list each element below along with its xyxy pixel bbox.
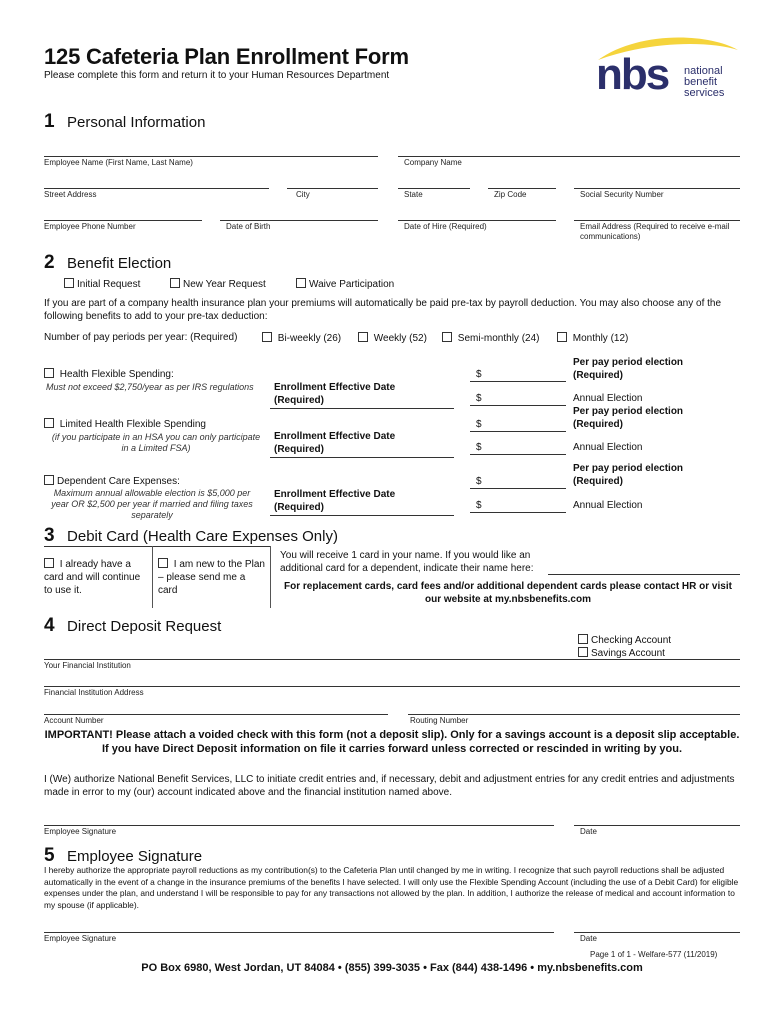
dcfsa-annual-dollar: $ (476, 500, 482, 511)
institution-address-field[interactable] (44, 686, 740, 687)
section-number: 1 (44, 111, 55, 132)
employee-name-label: Employee Name (First Name, Last Name) (44, 158, 193, 167)
dcfsa-annual-field[interactable] (470, 512, 566, 513)
important-notice: IMPORTANT! Please attach a voided check with this form (not a deposit slip). Only for a savings account is a deposit slip acceptable. If you have Direct Deposit information on file it carries forward unless corrected or rescinded in writing by you. (44, 729, 740, 755)
lfsa-effective-date-label: Enrollment Effective Date (Required) (274, 431, 396, 455)
checkbox-icon[interactable] (158, 558, 168, 568)
authorization-statement: I hereby authorize the appropriate payroll reductions as my contribution(s) to the Cafeteria Plan until changed by me in writing. I recognize that such payroll reductions shall be adjusted automatically in the event of a change in the insurance premiums of the benefits I have selected. I will only use the Flexible Spending Account (including the use of a Debit Card) for eligible expenses under the plan, and understand I will be responsible to pay for any transactions not allowed by the plan. In addition, I authorize the release of medical and account information to my spouse (if applicable). (44, 865, 739, 910)
hfsa-annual-dollar: $ (476, 393, 482, 404)
email-field[interactable] (574, 220, 740, 221)
hfsa-per-pay-field[interactable] (470, 381, 566, 382)
checking-account-option[interactable] (578, 634, 671, 646)
waive-participation-option[interactable] (296, 278, 394, 290)
city-label: City (296, 190, 310, 199)
zip-label: Zip Code (494, 190, 527, 199)
benefit-intro: If you are part of a company health insurance plan your premiums will automatically be paid pre-tax by payroll deduction. You may also choose any of the following benefits to add to your pre-tax deduction: (44, 298, 722, 322)
checkbox-icon[interactable] (44, 475, 54, 485)
section-number: 3 (44, 525, 55, 546)
section-number: 2 (44, 252, 55, 273)
period-monthly-option[interactable] (557, 332, 628, 344)
hfsa-note: Must not exceed $2,750/year as per IRS regulations (46, 382, 254, 392)
section-title: Employee Signature (67, 848, 203, 865)
dcfsa-note: Maximum annual allowable election is $5,000 per year OR $2,500 per year if married and filing taxes separately (51, 488, 253, 520)
dd-signature-label: Employee Signature (44, 827, 117, 836)
ssn-label: Social Security Number (580, 190, 664, 199)
section-title: Personal Information (67, 114, 206, 131)
hfsa-label: Health Flexible Spending: (59, 369, 174, 380)
checkbox-icon[interactable] (64, 278, 74, 288)
logo-line3: services (684, 87, 725, 99)
zip-field[interactable] (488, 188, 556, 189)
phone-field[interactable] (44, 220, 202, 221)
section-number: 4 (44, 615, 55, 636)
section-3-divider (152, 546, 153, 608)
footer-contact: PO Box 6980, West Jordan, UT 84084 • (855) 399-3035 • Fax (844) 438-1496 • my.nbsbenefits.com (141, 962, 643, 974)
checking-account-label: Checking Account (591, 635, 672, 646)
lfsa-annual-field[interactable] (470, 454, 566, 455)
state-label: State (404, 190, 423, 199)
dcfsa-option[interactable] (44, 475, 180, 487)
period-weekly-option[interactable] (358, 332, 427, 344)
account-number-label: Account Number (44, 716, 104, 725)
section-number: 5 (44, 845, 55, 866)
dcfsa-annual-label: Annual Election (573, 500, 643, 511)
waive-participation-label: Waive Participation (309, 279, 395, 290)
page-indicator: Page 1 of 1 - Welfare-577 (11/2019) (590, 950, 718, 959)
company-name-label: Company Name (404, 158, 462, 167)
dcfsa-per-pay-dollar: $ (476, 476, 482, 487)
logo-mark: nbs (596, 50, 669, 99)
new-card-option[interactable] (158, 558, 266, 597)
dependent-name-field[interactable] (548, 574, 740, 575)
checkbox-icon[interactable] (578, 647, 588, 657)
pay-periods-label: Number of pay periods per year: (Required) (44, 332, 238, 343)
hfsa-option[interactable] (44, 368, 174, 380)
checkbox-icon[interactable] (578, 634, 588, 644)
financial-institution-field[interactable] (44, 659, 740, 660)
have-card-label: I already have a card and will continue to use it. (44, 559, 141, 596)
financial-institution-label: Your Financial Institution (44, 661, 131, 670)
hfsa-per-pay-dollar: $ (476, 369, 482, 380)
dcfsa-label: Dependent Care Expenses: (57, 476, 180, 487)
period-biweekly-option[interactable] (262, 332, 341, 344)
period-biweekly-label: Bi-weekly (26) (277, 333, 342, 344)
have-card-option[interactable] (44, 558, 148, 597)
section-2-header (44, 252, 171, 274)
period-weekly-label: Weekly (52) (373, 333, 427, 344)
initial-request-option[interactable] (64, 278, 140, 290)
hfsa-annual-label: Annual Election (573, 393, 643, 404)
dcfsa-effective-date-field[interactable] (270, 515, 454, 516)
employee-signature-label: Employee Signature (44, 934, 117, 943)
checkbox-icon[interactable] (442, 332, 452, 342)
period-monthly-label: Monthly (12) (572, 333, 629, 344)
checkbox-icon[interactable] (44, 558, 54, 568)
hfsa-per-pay-label: Per pay period election (Required) (573, 357, 684, 381)
period-semimonthly-option[interactable] (442, 332, 539, 344)
dob-label: Date of Birth (226, 222, 271, 231)
checkbox-icon[interactable] (296, 278, 306, 288)
section-title: Debit Card (Health Care Expenses Only) (67, 528, 338, 545)
ssn-field[interactable] (574, 188, 740, 189)
checkbox-icon[interactable] (44, 368, 54, 378)
lfsa-option[interactable] (44, 418, 206, 430)
city-field[interactable] (287, 188, 378, 189)
nbs-logo (596, 32, 746, 102)
section-title: Direct Deposit Request (67, 618, 222, 635)
dd-date-label: Date (580, 827, 597, 836)
routing-number-label: Routing Number (410, 716, 469, 725)
account-number-field[interactable] (44, 714, 388, 715)
street-field[interactable] (44, 188, 269, 189)
institution-address-label: Financial Institution Address (44, 688, 144, 697)
hfsa-effective-date-label: Enrollment Effective Date (Required) (274, 382, 396, 406)
signature-date-label: Date (580, 934, 597, 943)
doh-field[interactable] (398, 220, 556, 221)
new-year-request-option[interactable] (170, 278, 266, 290)
email-label: Email Address (Required to receive e-mail communications) (580, 222, 730, 241)
form-subtitle: Please complete this form and return it to your Human Resources Department (44, 70, 390, 81)
state-field[interactable] (398, 188, 470, 189)
lfsa-per-pay-dollar: $ (476, 419, 482, 430)
employee-signature-field[interactable] (44, 932, 554, 933)
employee-name-field[interactable] (44, 156, 378, 157)
dcfsa-effective-date-label: Enrollment Effective Date (Required) (274, 489, 396, 513)
debit-card-info: You will receive 1 card in your name. If you would like an additional card for a dependent, indicate their name here: (280, 550, 534, 574)
routing-number-field[interactable] (408, 714, 740, 715)
street-label: Street Address (44, 190, 97, 199)
checkbox-icon[interactable] (262, 332, 272, 342)
section-4-header (44, 615, 221, 637)
authorization-text: I (We) authorize National Benefit Services, LLC to initiate credit entries and, if necessary, debit and adjustment entries for any credit entries and adjustments made in error to my (our) account indicated above and the financial institution named above. (44, 774, 735, 798)
lfsa-label: Limited Health Flexible Spending (59, 419, 206, 430)
dcfsa-per-pay-field[interactable] (470, 488, 566, 489)
savings-account-label: Savings Account (591, 648, 665, 659)
initial-request-label: Initial Request (77, 279, 141, 290)
checkbox-icon[interactable] (358, 332, 368, 342)
dcfsa-per-pay-label: Per pay period election (Required) (573, 463, 684, 487)
period-semimonthly-label: Semi-monthly (24) (457, 333, 540, 344)
section-3-divider (270, 546, 271, 608)
lfsa-annual-label: Annual Election (573, 442, 643, 453)
hfsa-effective-date-field[interactable] (270, 408, 454, 409)
savings-account-option[interactable] (578, 647, 665, 659)
hfsa-annual-field[interactable] (470, 405, 566, 406)
lfsa-per-pay-field[interactable] (470, 431, 566, 432)
checkbox-icon[interactable] (557, 332, 567, 342)
dd-signature-field[interactable] (44, 825, 554, 826)
lfsa-note: (if you participate in an HSA you can only participate in a Limited FSA) (51, 432, 261, 453)
dob-field[interactable] (220, 220, 378, 221)
replacement-card-note: For replacement cards, card fees and/or additional dependent cards please contact HR or visit our website at my.nbsbenefits.com (284, 581, 732, 605)
lfsa-annual-dollar: $ (476, 442, 482, 453)
logo-line1: national (684, 65, 723, 77)
section-1-header (44, 111, 205, 133)
dd-date-field[interactable] (574, 825, 740, 826)
lfsa-effective-date-field[interactable] (270, 457, 454, 458)
form-title: 125 Cafeteria Plan Enrollment Form (44, 44, 409, 69)
new-year-request-label: New Year Request (183, 279, 266, 290)
signature-date-field[interactable] (574, 932, 740, 933)
checkbox-icon[interactable] (170, 278, 180, 288)
new-card-label: I am new to the Plan – please send me a card (158, 559, 265, 596)
phone-label: Employee Phone Number (44, 222, 136, 231)
lfsa-per-pay-label: Per pay period election (Required) (573, 406, 684, 430)
section-3-header (44, 525, 338, 547)
section-3-rule (44, 546, 270, 547)
section-title: Benefit Election (67, 255, 172, 272)
checkbox-icon[interactable] (44, 418, 54, 428)
doh-label: Date of Hire (Required) (404, 222, 487, 231)
section-5-header (44, 845, 202, 867)
company-name-field[interactable] (398, 156, 740, 157)
logo-line2: benefit (684, 76, 718, 88)
